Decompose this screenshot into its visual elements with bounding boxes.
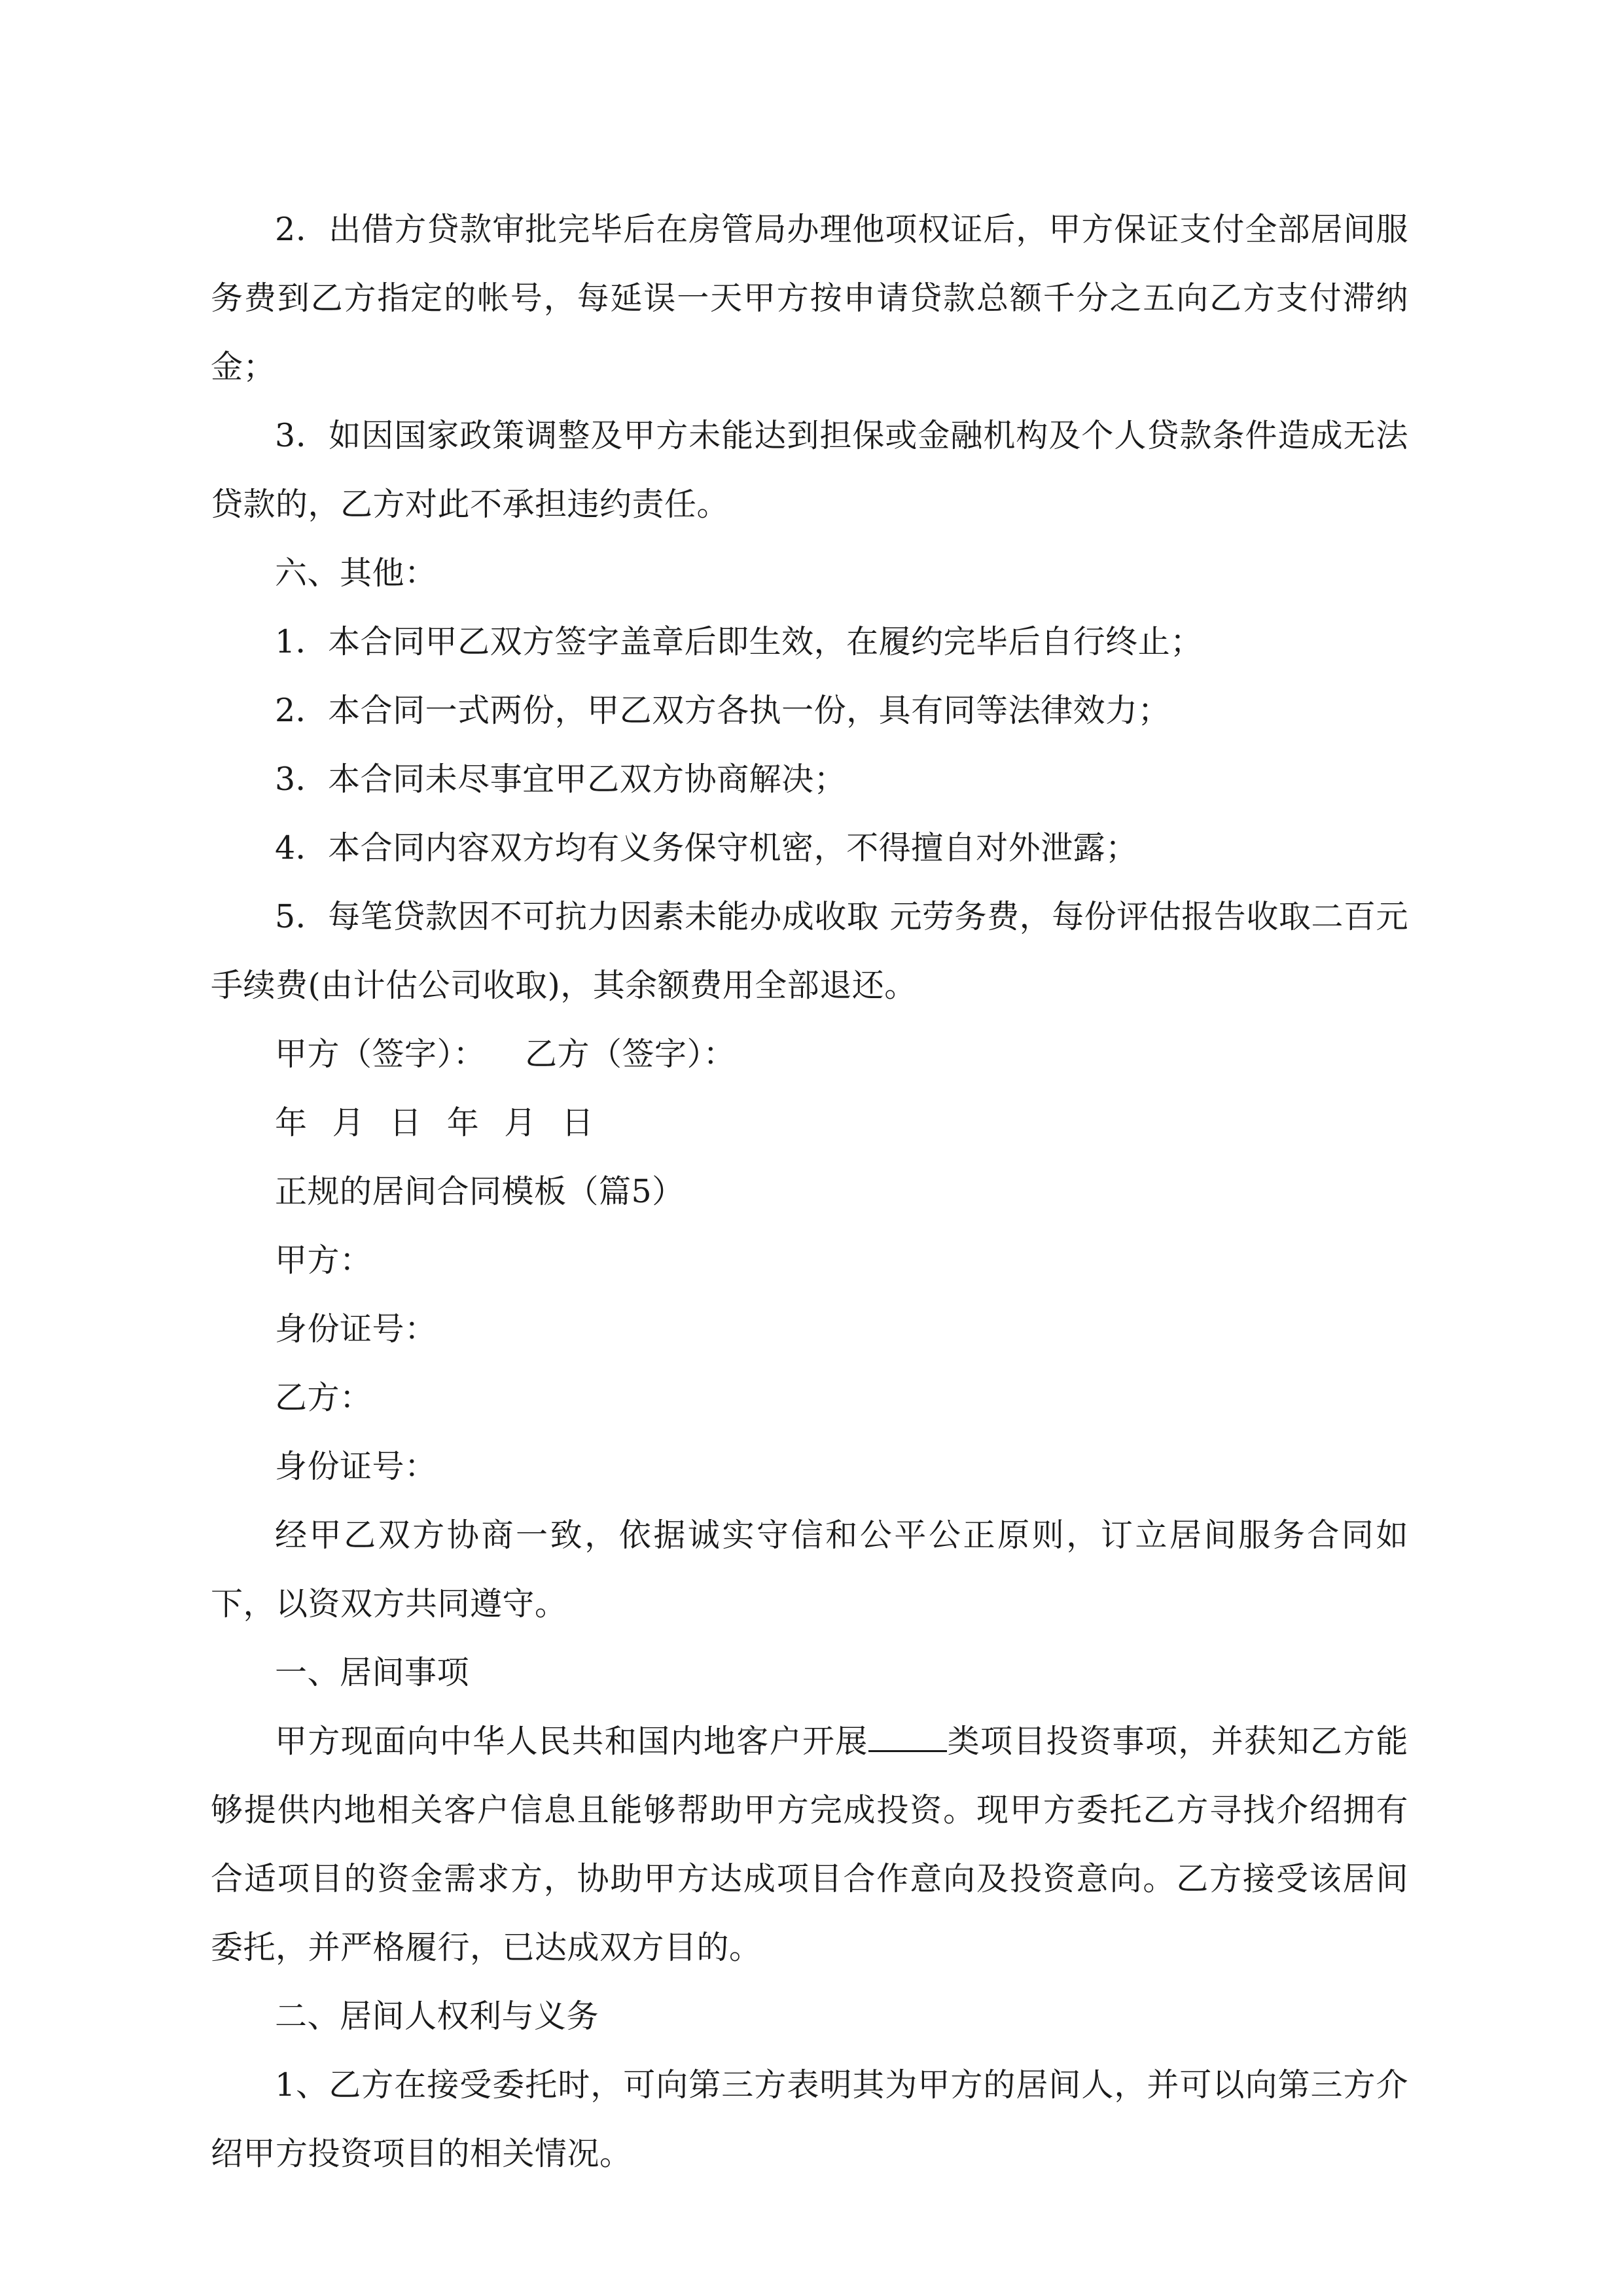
section-heading-other: 六、其他： [275, 554, 437, 592]
matters-paragraph [211, 1707, 1408, 1982]
other-clause-3: 3．本合同未尽事宜甲乙双方协商解决； [275, 761, 847, 798]
other-clause-2: 2．本合同一式两份，甲乙双方各执一份，具有同等法律效力； [275, 692, 1171, 729]
party-a-id-label: 身份证号： [275, 1310, 437, 1348]
fill-in-blank [868, 1724, 947, 1752]
date-line: 年 月 日 年 月 日 [275, 1104, 594, 1141]
party-b-signature-label: 乙方（签字）： [525, 1035, 736, 1073]
party-a-signature-label: 甲方（签字）： [275, 1035, 486, 1073]
preamble: 经甲乙双方协商一致，依据诚实守信和公平公正原则，订立居间服务合同如下，以资双方共同遵守。 [211, 1516, 1408, 1623]
matters-text-after-blank: 类项目投资事项，并获知乙方能够提供内地相关客户信息且能够帮助甲方完成投资。现甲方委托乙方寻找介绍拥有合适项目的资金需求方，协助甲方达成项目合作意向及投资意向。乙方接受该居间委托，并严格履行，已达成双方目的。 [211, 1723, 1408, 1966]
party-b-id-label: 身份证号： [275, 1448, 437, 1485]
clause-2-service-fee: 2．出借方贷款审批完毕后在房管局办理他项权证后，甲方保证支付全部居间服务费到乙方指定的帐号，每延误一天甲方按申请贷款总额千分之五向乙方支付滞纳金； [211, 211, 1408, 386]
signature-line [211, 1020, 1408, 1088]
other-clause-1: 1．本合同甲乙双方签字盖章后即生效，在履约完毕后自行终止； [275, 623, 1203, 660]
template-title: 正规的居间合同模板（篇5） [275, 1173, 685, 1210]
matters-text-before-blank: 甲方现面向中华人民共和国内地客户开展 [275, 1723, 868, 1760]
rights-clause-1: 1、乙方在接受委托时，可向第三方表明其为甲方的居间人，并可以向第三方介绍甲方投资项目的相关情况。 [211, 2066, 1408, 2172]
document-body [211, 195, 1408, 2188]
section-heading-matters: 一、居间事项 [275, 1654, 470, 1691]
other-clause-5: 5．每笔贷款因不可抗力因素未能办成收取 元劳务费，每份评估报告收取二百元手续费(由计估公司收取)，其余额费用全部退还。 [211, 898, 1408, 1004]
clause-3-policy-exemption: 3．如因国家政策调整及甲方未能达到担保或金融机构及个人贷款条件造成无法贷款的，乙方对此不承担违约责任。 [211, 417, 1408, 523]
other-clause-4: 4．本合同内容双方均有义务保守机密，不得擅自对外泄露； [275, 829, 1138, 867]
party-b-label: 乙方： [275, 1379, 372, 1416]
party-a-label: 甲方： [275, 1242, 372, 1279]
section-heading-rights: 二、居间人权利与义务 [275, 1998, 599, 2035]
